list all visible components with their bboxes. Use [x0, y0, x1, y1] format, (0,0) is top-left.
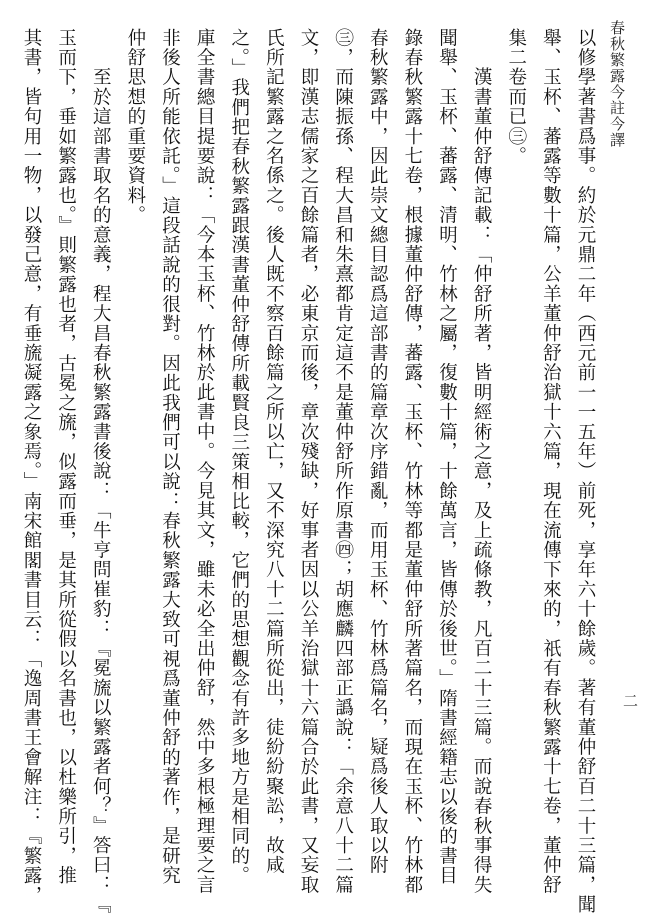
page-number: 二	[622, 692, 638, 710]
text-column: 漢書董仲舒傳記載：「仲舒所著，皆明經術之意，及上疏條教，凡百二十三篇。而說春秋事得失	[471, 28, 493, 895]
text-column: 仲舒思想的重要資料。	[124, 28, 146, 225]
text-column: 其書，皆句用一物，以發己意，有垂旒凝露之象焉。」南宋館閣書目云：「逸周書王會解注：『繁露，	[21, 28, 42, 906]
text-column: 氏所記繁露之名係之。後人既不察百餘篇之所以亡，又不深究八十二篇所從出，徒紛紛聚訟，故咸	[263, 28, 285, 876]
text-column: 聞舉、玉杯、蕃露、清明、竹林之屬，復數十篇，十餘萬言，皆傳於後世。」隋書經籍志以後的書目	[436, 28, 458, 886]
text-column: 春秋繁露中，因此崇文總目認爲這部書的篇章次序錯亂，而用玉杯、竹林爲篇名，疑爲後人取以附	[367, 28, 389, 876]
text-column: 非後人所能依託。」這段話說的很對。因此我們可以說：春秋繁露大致可視爲董仲舒的著作，是研究	[159, 28, 181, 886]
text-column: 玉而下，垂如繁露也。』則繁露也者，古冕之旒，似露而垂，是其所從假以名書也，以杜樂所引，推	[55, 28, 77, 886]
text-column: 舉、玉杯、蕃露等數十篇，公羊董仲舒治獄十六篇，現在流傳下來的，祇有春秋繁露十七卷，董仲舒	[540, 28, 562, 895]
text-column: 之。」我們把春秋繁露跟漢書董仲舒傳所載賢良三策相比較，它們的思想觀念有許多地方是相同的。	[228, 28, 250, 886]
body-text	[18, 28, 598, 915]
text-column: 集二卷而已㊂。	[505, 28, 527, 166]
text-column: 以修學著書爲事。約於元鼎二年（西元前一一五年）前死，享年六十餘歲。著有董仲舒百二十三篇，聞	[575, 28, 596, 915]
text-column: 庫全書總目提要說：「今本玉杯、竹林於此書中。今見其文，雖未必全出仲舒，然中多根極理要之言	[194, 28, 216, 895]
text-column: 至於這部書取名的意義，程大昌春秋繁露書後說：「牛亨問崔豹：『冕旒以繁露者何？』答曰：『	[90, 28, 112, 915]
text-column: 錄春秋繁露十七卷，根據董仲舒傳，蕃露、玉杯、竹林等都是董仲舒所著篇名，而現在玉杯、竹林都	[401, 28, 423, 895]
running-header: 春秋繁露今註今譯	[608, 20, 626, 148]
text-column: ㊂，而陳振孫、程大昌和朱熹都肯定這不是董仲舒所作原書㊃；胡應麟四部正譌說：「余意八十二篇	[332, 28, 354, 895]
text-column: 文，即漢志儒家之百餘篇者，必東京而後，章次殘缺，好事者因以公羊治獄十六篇合於此書，又妄取	[298, 28, 319, 895]
